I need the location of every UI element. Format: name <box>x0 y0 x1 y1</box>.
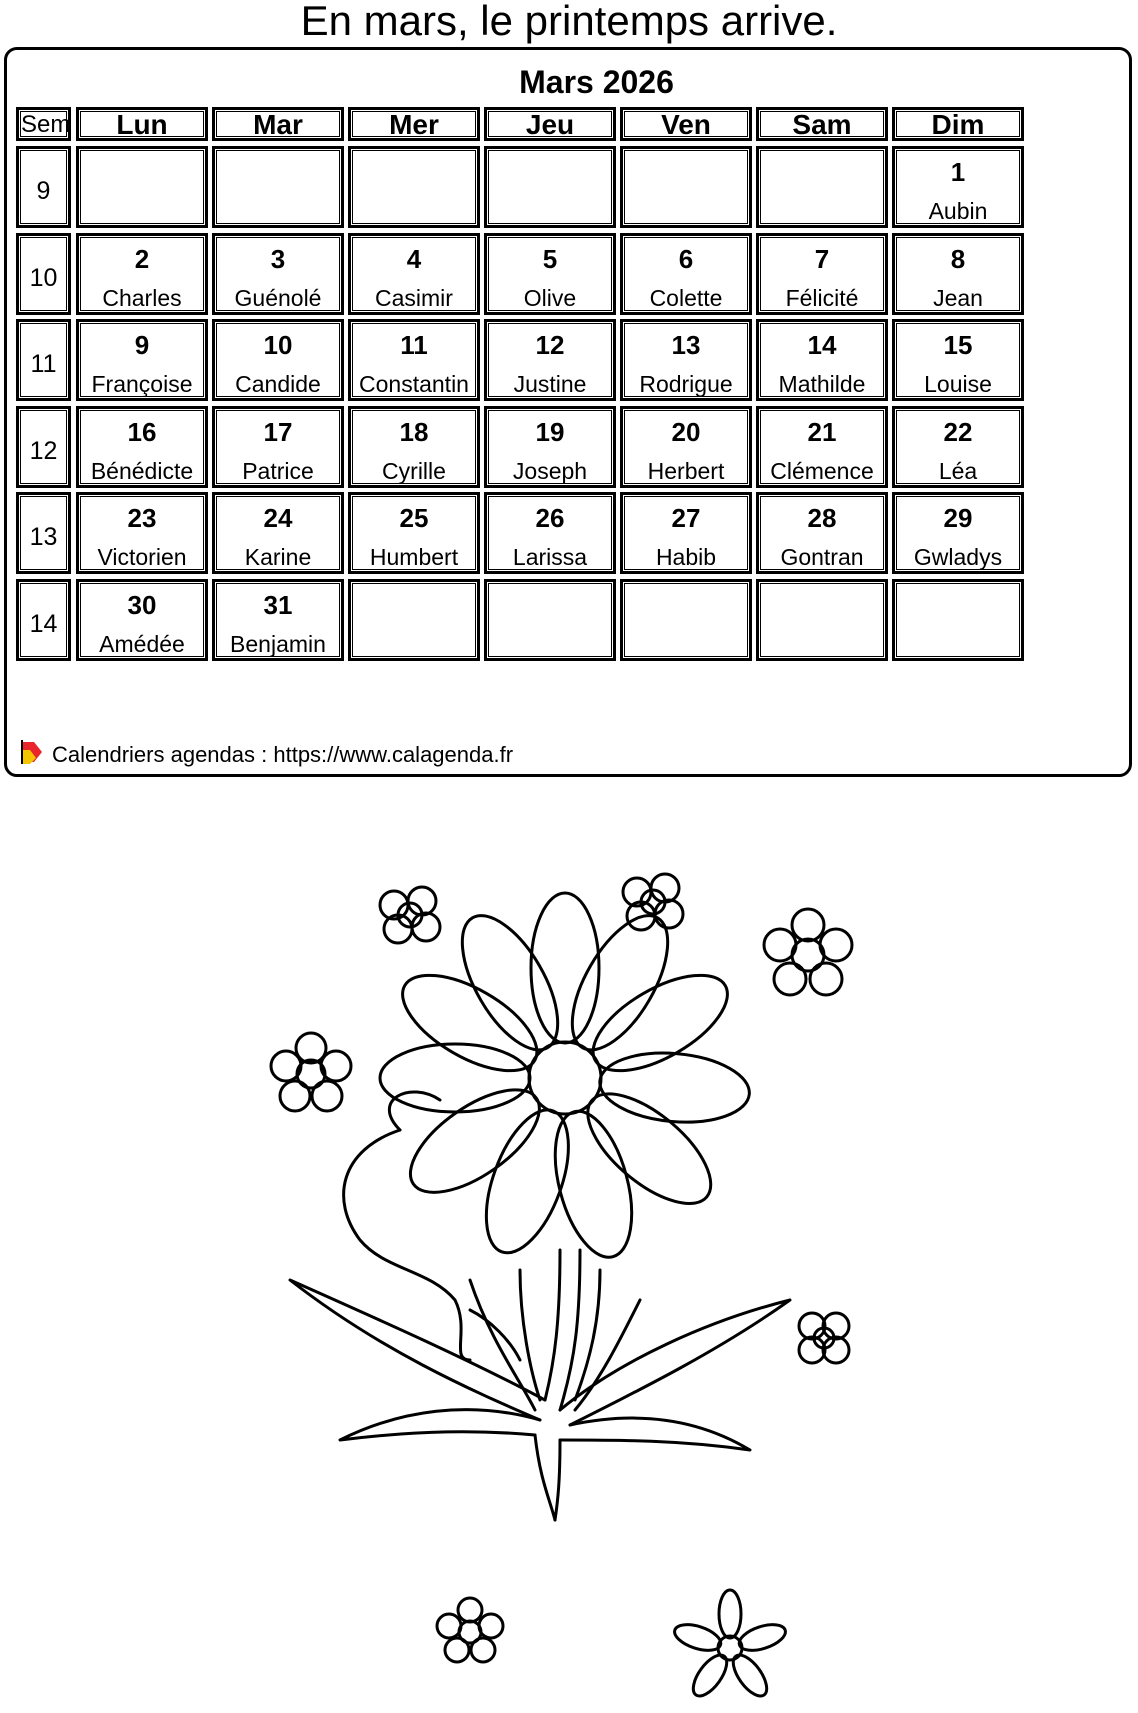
saint-name: Habib <box>655 544 717 570</box>
saint-name: Charles <box>102 284 182 311</box>
day-number: 31 <box>263 589 293 620</box>
week-column-header: Sem <box>16 107 71 141</box>
empty-day-cell <box>756 146 888 228</box>
day-cell <box>76 319 208 401</box>
saint-name: Victorien <box>97 544 187 570</box>
day-cell <box>620 406 752 488</box>
day-cell <box>348 406 480 488</box>
saint-name: Colette <box>649 284 723 311</box>
day-number: 9 <box>134 330 150 360</box>
day-cell <box>484 233 616 315</box>
day-number: 11 <box>400 330 428 360</box>
day-number: 12 <box>535 330 565 360</box>
saint-name: Olive <box>523 284 577 311</box>
saint-name: Joseph <box>512 457 588 484</box>
saint-name: Aubin <box>928 198 988 224</box>
day-cell <box>756 233 888 315</box>
empty-day-cell <box>756 579 888 661</box>
day-cell <box>212 233 344 315</box>
day-number: 5 <box>542 243 558 274</box>
empty-day-cell <box>620 146 752 228</box>
day-cell <box>620 319 752 401</box>
day-cell <box>212 406 344 488</box>
day-number: 26 <box>535 503 565 533</box>
day-cell <box>620 492 752 574</box>
saint-name: Casimir <box>375 284 453 311</box>
saint-name: Justine <box>513 371 587 397</box>
calagenda-link[interactable]: Calendriers agendas : https://www.calagenda.fr <box>52 742 514 767</box>
day-number: 17 <box>263 416 293 447</box>
day-header-dim: Dim <box>892 107 1024 141</box>
day-number: 25 <box>399 503 429 533</box>
day-cell <box>76 579 208 661</box>
day-cell <box>348 492 480 574</box>
empty-day-cell <box>348 579 480 661</box>
day-cell <box>892 492 1024 574</box>
day-cell <box>484 406 616 488</box>
day-cell <box>348 319 480 401</box>
day-number: 16 <box>127 416 157 447</box>
day-cell <box>348 233 480 315</box>
saint-name: Jean <box>933 284 983 311</box>
saint-name: Benjamin <box>230 630 326 657</box>
month-title: Mars 2026 <box>519 64 674 100</box>
saint-name: Humbert <box>369 544 459 570</box>
saint-name: Léa <box>938 457 978 484</box>
day-number: 27 <box>671 503 701 533</box>
day-number: 10 <box>263 330 293 360</box>
day-cell <box>756 492 888 574</box>
day-header-jeu: Jeu <box>484 107 616 141</box>
day-cell <box>212 319 344 401</box>
day-number: 7 <box>814 243 830 274</box>
week-number: 12 <box>16 406 71 488</box>
day-number: 23 <box>127 503 157 533</box>
saint-name: Amédée <box>99 630 185 657</box>
day-header-lun: Lun <box>76 107 208 141</box>
day-number: 20 <box>671 416 701 447</box>
saint-name: Rodrigue <box>639 371 733 397</box>
saint-name: Françoise <box>91 371 193 397</box>
day-cell <box>892 406 1024 488</box>
day-cell <box>212 579 344 661</box>
day-number: 24 <box>263 503 293 533</box>
saint-name: Mathilde <box>778 371 866 397</box>
day-header-mer: Mer <box>348 107 480 141</box>
day-cell <box>892 233 1024 315</box>
day-cell <box>212 492 344 574</box>
empty-day-cell <box>892 579 1024 661</box>
day-number: 2 <box>134 243 150 274</box>
day-number: 21 <box>807 416 837 447</box>
saint-name: Louise <box>924 371 992 397</box>
empty-day-cell <box>620 579 752 661</box>
saint-name: Clémence <box>770 457 874 484</box>
day-header-sam: Sam <box>756 107 888 141</box>
saint-name: Herbert <box>647 457 725 484</box>
day-number: 22 <box>943 416 973 447</box>
day-header-ven: Ven <box>620 107 752 141</box>
day-cell <box>484 319 616 401</box>
empty-day-cell <box>348 146 480 228</box>
day-number: 28 <box>807 503 837 533</box>
calagenda-logo-icon <box>20 740 44 764</box>
day-number: 6 <box>678 243 694 274</box>
saint-name: Guénolé <box>234 284 322 311</box>
day-number: 18 <box>399 416 429 447</box>
day-cell <box>484 492 616 574</box>
day-cell <box>892 319 1024 401</box>
saint-name: Candide <box>235 371 321 397</box>
empty-day-cell <box>76 146 208 228</box>
day-number: 8 <box>950 243 966 274</box>
empty-day-cell <box>484 579 616 661</box>
day-cell <box>620 233 752 315</box>
footer <box>20 740 513 769</box>
day-number: 1 <box>950 157 966 187</box>
empty-day-cell <box>484 146 616 228</box>
saint-name: Gontran <box>780 544 864 570</box>
flower-coloring-illustration <box>0 800 1138 1713</box>
day-number: 13 <box>671 330 701 360</box>
day-header-mar: Mar <box>212 107 344 141</box>
saint-name: Félicité <box>785 284 859 311</box>
empty-day-cell <box>212 146 344 228</box>
day-cell <box>76 492 208 574</box>
day-cell <box>756 319 888 401</box>
day-number: 19 <box>535 416 565 447</box>
page-title: En mars, le printemps arrive. <box>300 0 838 44</box>
day-number: 3 <box>270 243 286 274</box>
day-number: 14 <box>807 330 837 360</box>
saint-name: Bénédicte <box>90 457 194 484</box>
day-number: 4 <box>406 243 422 274</box>
week-number: 14 <box>16 579 71 661</box>
day-cell <box>756 406 888 488</box>
week-number: 11 <box>16 319 71 401</box>
week-number: 13 <box>16 492 71 574</box>
week-number: 10 <box>16 233 71 315</box>
saint-name: Patrice <box>242 457 314 484</box>
week-number: 9 <box>16 146 71 228</box>
saint-name: Cyrille <box>382 457 446 484</box>
day-cell <box>892 146 1024 228</box>
day-number: 29 <box>943 503 973 533</box>
saint-name: Larissa <box>512 544 588 570</box>
day-cell <box>76 233 208 315</box>
saint-name: Karine <box>244 544 312 570</box>
day-cell <box>76 406 208 488</box>
day-number: 15 <box>943 330 973 360</box>
saint-name: Gwladys <box>913 544 1003 570</box>
day-number: 30 <box>127 589 157 620</box>
saint-name: Constantin <box>359 371 469 397</box>
